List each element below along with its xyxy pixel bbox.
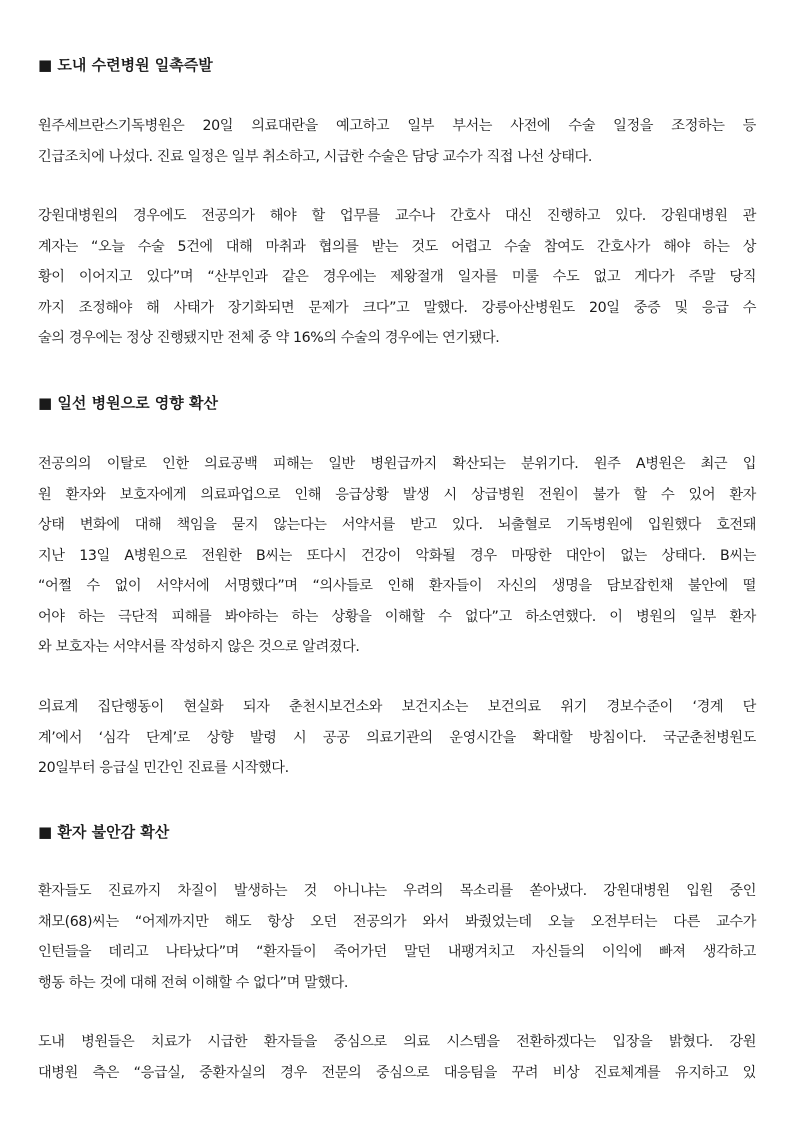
paragraph-2-2 — [38, 692, 756, 784]
text-line: 도내 병원들은 치료가 시급한 환자들을 중심으로 의료 시스템을 전환하겠다는 입장을 밝혔다. 강원 — [38, 1034, 756, 1050]
section-heading-3: ■ 환자 불안감 확산 — [38, 823, 170, 841]
text-line: 인턴들을 데리고 나타났다”며 “환자들이 죽어가던 말던 내팽겨치고 자신들의 이익에 빠져 생각하고 — [38, 944, 756, 960]
text-line: 원주세브란스기독병원은 20일 의료대란을 예고하고 일부 부서는 사전에 수술 일정을 조정하는 등 — [38, 118, 756, 134]
text-line: 어야 하는 극단적 피해를 봐야하는 하는 상황을 이해할 수 없다”고 하소연했다. 이 병원의 일부 환자 — [38, 608, 756, 625]
paragraph-3-2 — [38, 1027, 756, 1088]
text-line: 환자들도 진료까지 차질이 발생하는 것 아니냐는 우려의 목소리를 쏟아냈다. 강원대병원 입원 중인 — [38, 883, 756, 899]
section-heading-2: ■ 일선 병원으로 영향 확산 — [38, 394, 218, 412]
text-line: 계자는 “오늘 수술 5건에 대해 마취과 협의를 받는 것도 어렵고 수술 참여도 간호사가 해야 하는 상 — [38, 238, 756, 255]
text-line: 채모(68)씨는 “어제까지만 해도 항상 오던 전공의가 와서 봐줬었는데 오늘 오전부터는 다른 교수가 — [38, 913, 756, 930]
text-line: 지난 13일 A병원으로 전원한 B씨는 또다시 건강이 악화될 경우 마땅한 대안이 없는 상태다. B씨는 — [38, 547, 756, 564]
text-line: 상태 변화에 대해 책임을 묻지 않는다는 서약서를 받고 있다. 뇌출혈로 기독병원에 입원했다 호전돼 — [38, 517, 756, 533]
paragraph-2-1 — [38, 449, 756, 663]
paragraph-1-1 — [38, 111, 756, 172]
text-line: 술의 경우에는 정상 진행됐지만 전체 중 약 16%의 수술의 경우에는 연기됐다. — [38, 330, 500, 346]
text-line: 강원대병원의 경우에도 전공의가 해야 할 업무를 교수나 간호사 대신 진행하고 있다. 강원대병원 관 — [38, 208, 756, 224]
text-line: 긴급조치에 나섰다. 진료 일정은 일부 취소하고, 시급한 수술은 담당 교수가 직접 나선 상태다. — [38, 148, 592, 165]
paragraph-3-1 — [38, 876, 756, 998]
text-line: 의료계 집단행동이 현실화 되자 춘천시보건소와 보건지소는 보건의료 위기 경보수준이 ‘경계 단 — [38, 699, 756, 715]
text-line: 20일부터 응급실 민간인 진료를 시작했다. — [38, 760, 289, 776]
section-heading-1: ■ 도내 수련병원 일촉즉발 — [38, 56, 213, 74]
text-line: 까지 조정해야 해 사태가 장기화되면 문제가 크다”고 말했다. 강릉아산병원도 20일 중증 및 응급 수 — [38, 299, 756, 316]
text-line: 황이 이어지고 있다”며 “산부인과 같은 경우에는 제왕절개 일자를 미룰 수도 없고 게다가 주말 당직 — [38, 269, 756, 285]
paragraph-1-2 — [38, 201, 756, 354]
text-line: “어쩔 수 없이 서약서에 서명했다”며 “의사들로 인해 환자들이 자신의 생명을 담보잡힌채 불안에 떨 — [38, 578, 756, 594]
text-line: 와 보호자는 서약서를 작성하지 않은 것으로 알려졌다. — [38, 639, 360, 655]
text-line: 원 환자와 보호자에게 의료파업으로 인해 응급상황 발생 시 상급병원 전원이 불가 할 수 있어 환자 — [38, 486, 756, 503]
text-line: 전공의의 이탈로 인한 의료공백 피해는 일반 병원급까지 확산되는 분위기다. 원주 A병원은 최근 입 — [38, 456, 756, 472]
text-line: 대병원 측은 “응급실, 중환자실의 경우 전문의 중심으로 대응팀을 꾸려 비상 진료체계를 유지하고 있 — [38, 1064, 756, 1081]
text-line: 행동 하는 것에 대해 전혀 이해할 수 없다”며 말했다. — [38, 974, 349, 991]
text-line: 계’에서 ‘심각 단계’로 상향 발령 시 공공 의료기관의 운영시간을 확대할 방침이다. 국군춘천병원도 — [38, 729, 756, 746]
